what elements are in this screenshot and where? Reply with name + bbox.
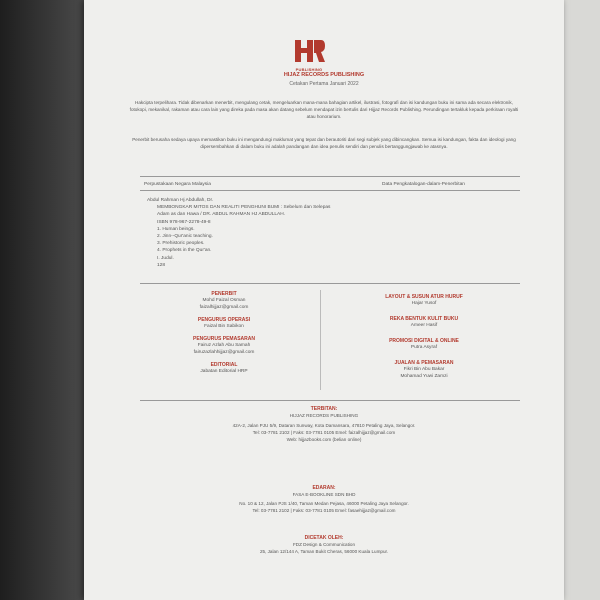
divider-catalog [140, 190, 520, 191]
credit-role: REKA BENTUK KULIT BUKU [389, 316, 459, 322]
catalog-subject: 3. Prehistoric peoples. [157, 241, 205, 247]
credit-role: EDITORIAL [210, 362, 238, 368]
book-spine-shadow [0, 0, 84, 600]
publisher-info-line: HIJJAZ RECORDS PUBLISHING [289, 413, 359, 418]
credit-name: Putra Asyraf [410, 345, 438, 350]
credits-left [124, 288, 324, 375]
catalog-isbn: ISBN 978-967-2278-49-8 [157, 219, 211, 225]
catalog-title-line1: MEMBONGKAR MITOS DAN REALITI PENGHUNI BUMI : Sebelum dan Selepas [157, 205, 331, 211]
next-page-edge [564, 0, 600, 600]
publisher-info-head: TERBITAN: [310, 406, 338, 412]
publisher-info [84, 406, 564, 443]
credit-name: Ameer Hasif [410, 323, 438, 328]
publisher-info-line: Web: hijjazbooks.com (belian online) [286, 437, 362, 442]
distributor-info [84, 485, 564, 514]
catalog-title-line2: Adam as dan Hawa / DR. ABDUL RAHMAN HJ ABDULLAH. [157, 212, 286, 218]
credit-name: Faizal Bin Sabikon [204, 324, 244, 329]
catalog-subject: I. Judul. [157, 255, 174, 261]
credit-role: PENGURUS PEMASARAN [193, 336, 255, 342]
credit-role: PENGURUS OPERASI [197, 317, 251, 323]
credit-role: PENERBIT [211, 291, 237, 297]
printer-info [84, 535, 564, 555]
disclaimer-notice: Penerbit berusaha sedaya upaya memastikan buku ini mengandungi maklumat yang tepat dan berautoriti dari segi subjek yang dibincangkan. Semua isi kandungan, fakta dan ideologi yang dipersembahkan di dalam buku ini adalah pandangan dan idea penulis sendiri dan penulis bertanggungjawab ke atasnya. [132, 137, 516, 149]
credit-role: PROMOSI DIGITAL & ONLINE [389, 338, 459, 344]
catalog-subject: 4. Prophets in the Qur'an. [157, 248, 212, 254]
divider-credits [140, 283, 520, 284]
distributor-info-line: FASA E-BOOKLINE SDN BHD [292, 492, 356, 497]
credits-divider [320, 290, 321, 390]
edition-line: Cetakan Pertama Januari 2022 [289, 81, 359, 87]
distributor-info-head: EDARAN: [312, 485, 336, 491]
copyright-page [84, 0, 564, 600]
credit-name: Mohd Faizal Osman [202, 298, 246, 303]
credit-role: LAYOUT & SUSUN ATUR HURUF [385, 294, 463, 300]
divider-publisher [140, 400, 520, 401]
publisher-info-line: Tel: 03-7781 2102 | Faks: 03-7781 0105 Emel: faizalhijjaz@gmail.com [252, 430, 396, 435]
credit-name: Fairuz Azlah Abu Samah [197, 343, 251, 348]
cataloging-data [147, 197, 330, 269]
printer-info-head: DICETAK OLEH: [304, 535, 344, 541]
publisher-info-line: 42A-2, Jalan PJU 5/9, Dataran Sunway, Kota Damansara, 47810 Petaling Jaya, Selangor. [232, 423, 416, 428]
publisher-name: HIJAZ RECORDS PUBLISHING [283, 72, 365, 78]
credit-role: JUALAN & PEMASARAN [394, 360, 454, 366]
distributor-info-line: No. 10 & 12, Jalan PJS 1/40, Taman Medan Pejasa, 46000 Petaling Jaya Selangor. [239, 501, 409, 506]
credit-name: Jabatan Editorial HRP [200, 369, 248, 374]
divider-top [140, 176, 520, 177]
credit-name: Mohamad Yuwi Zamzi [400, 374, 448, 379]
copyright-notice: Hakcipta terpelihara. Tidak dibenarkan menerbit, mengulang cetak, mengeluarkan mana-mana bahagian artikel, ilustrasi, fotografi dan isi kandungan buku ini sama ada secara elektronik, fotokopi, mekanikal, rakaman atau cara lain yang direka pada masa akan datang sebelum mendapat izin bertulis dari Hijjaz Records Publishing. Perundingan tertakluk kepada perkiraan royalti atau honorarium. [129, 100, 519, 119]
catalog-author: Abdul Rahman Hj Abdullah, Dr. [147, 198, 214, 203]
printer-info-line: FDZ Design & Communication [292, 542, 356, 547]
credit-name: Hajar Yusof [411, 301, 437, 306]
credits-right [324, 291, 524, 380]
distributor-info-line: Tel: 03-7781 2102 | Faks: 03-7781 0105 Emel: fasaehijjaz@gmail.com [252, 508, 396, 513]
publisher-logo-icon [293, 36, 325, 66]
catalog-subject: 1. Human beings. [157, 226, 195, 232]
catalog-number: 128 [157, 262, 166, 268]
credit-email: fairuzazlahhijjaz@gmail.com [193, 350, 255, 355]
credit-name: Fikri Bin Abu Bakar [403, 367, 445, 372]
catalog-subject: 2. Jinn--Qur'anic teaching. [157, 234, 213, 240]
printer-info-line: 25, Jalan 12/144 A, Taman Bukit Cheras, 56000 Kuala Lumpur. [259, 549, 389, 554]
library-name: Perpustakaan Negara Malaysia [144, 182, 211, 187]
cataloging-label: Data Pengkatalogan-dalam-Penerbitan [382, 182, 465, 187]
credit-email: faizalhijjaz@gmail.com [199, 305, 249, 310]
logo-label: PUBLISHING [295, 67, 323, 72]
